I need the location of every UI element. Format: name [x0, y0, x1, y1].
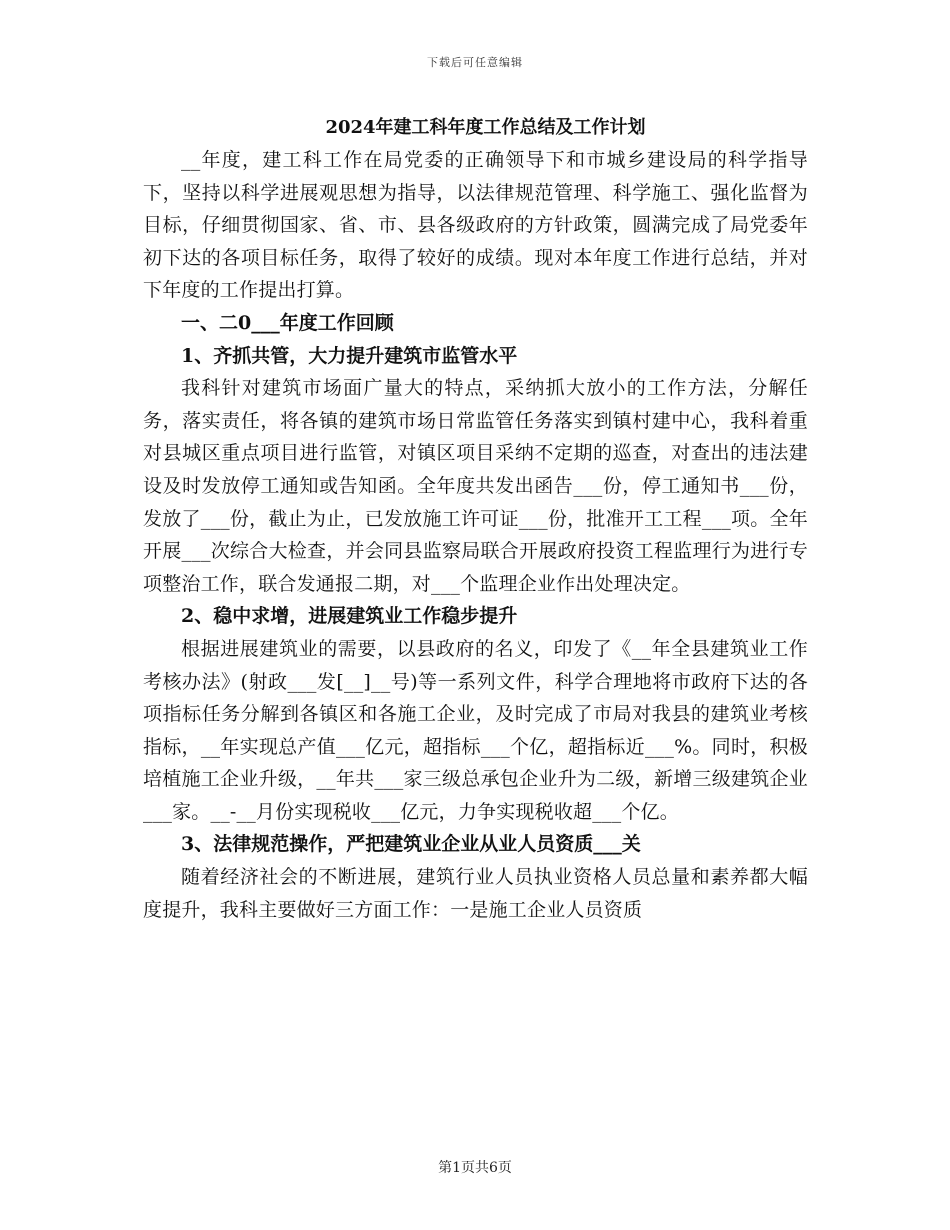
section-heading-review: 一、二0___年度工作回顾: [181, 311, 394, 334]
page-header-note: 下载后可任意编辑: [427, 56, 523, 69]
subsection-body-3: 随着经济社会的不断进展，建筑行业人员执业资格人员总量和素养都大幅度提升，我科主要做好三方面工作：一是施工企业人员资质: [143, 866, 808, 921]
document-body: [143, 112, 808, 926]
subsection-heading-3: 3、法律规范操作，严把建筑业企业从业人员资质___关: [181, 833, 641, 856]
page-footer: 第1页共6页: [438, 1160, 512, 1176]
intro-paragraph: __年度，建工科工作在局党委的正确领导下和市城乡建设局的科学指导下，坚持以科学进展观思想为指导，以法律规范管理、科学施工、强化监督为目标，仔细贯彻国家、省、市、县各级政府的方针政策，圆满完成了局党委年初下达的各项目标任务，取得了较好的成绩。现对本年度工作进行总结，并对下年度的工作提出打算。: [143, 149, 808, 302]
subsection-body-1: 我科针对建筑市场面广量大的特点，采纳抓大放小的工作方法，分解任务，落实责任，将各镇的建筑市场日常监管任务落实到镇村建中心，我科着重对县城区重点项目进行监管，对镇区项目采纳不定期的巡查，对查出的违法建设及时发放停工通知或告知函。全年度共发出函告___份，停工通知书___份，发放了___份，截止为止，已发放施工许可证___份，批准开工工程___项。全年开展___次综合大检查，并会同县监察局联合开展政府投资工程监理行为进行专项整治工作，联合发通报二期，对___个监理企业作出处理决定。: [143, 377, 808, 595]
subsection-body-2: 根据进展建筑业的需要，以县政府的名义，印发了《__年全县建筑业工作考核办法》(射政___发[__]__号)等一系列文件，科学合理地将市政府下达的各项指标任务分解到各镇区和各施工企业，及时完成了市局对我县的建筑业考核指标，__年实现总产值___亿元，超指标___个亿，超指标近___%。同时，积极培植施工企业升级，__年共___家三级总承包企业升为二级，新增三级建筑企业___家。__-__月份实现税收___亿元，力争实现税收超___个亿。: [143, 637, 808, 823]
document-title: 2024年建工科年度工作总结及工作计划: [325, 117, 646, 138]
subsection-heading-1: 1、齐抓共管，大力提升建筑市监管水平: [181, 344, 518, 367]
subsection-heading-2: 2、稳中求增，进展建筑业工作稳步提升: [181, 605, 518, 628]
